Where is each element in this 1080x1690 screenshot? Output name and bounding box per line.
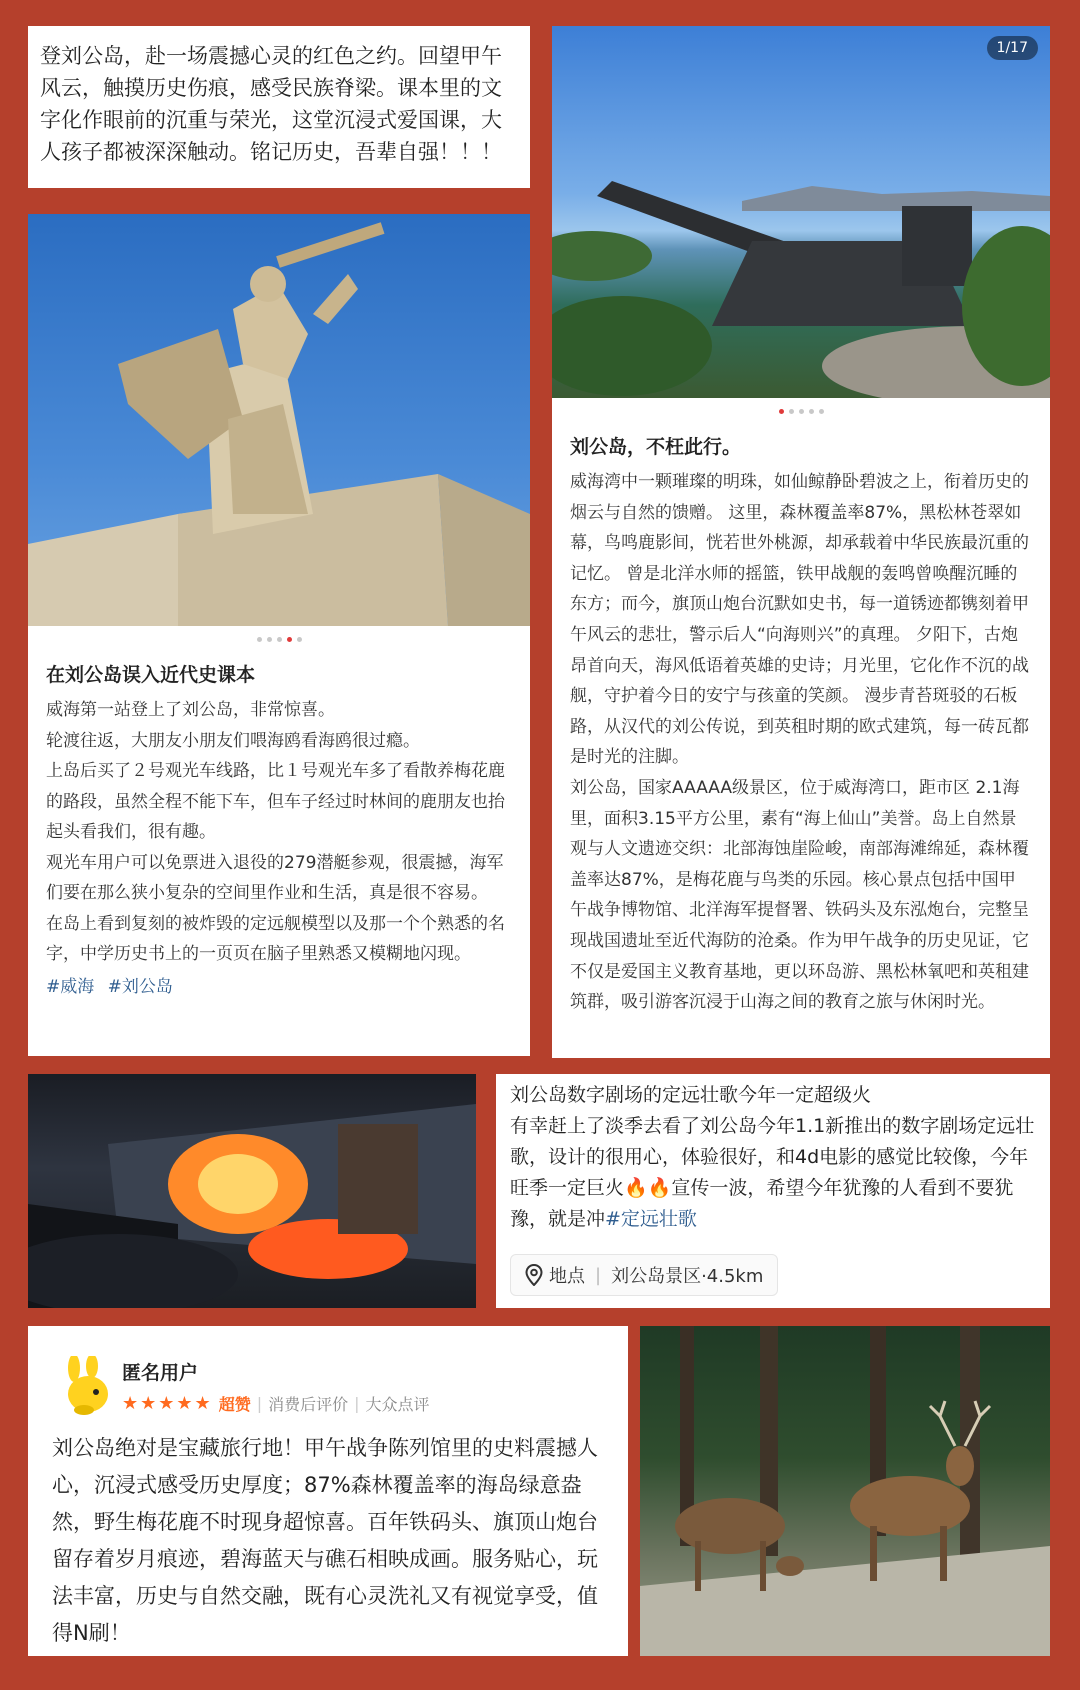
right-note-text bbox=[570, 467, 1032, 1018]
left-note-paragraph: 轮渡往返，大朋友小朋友们喂海鸥看海鸥很过瘾。 bbox=[46, 730, 420, 751]
review-source: 大众点评 bbox=[365, 1395, 430, 1414]
location-pin-icon bbox=[525, 1264, 543, 1286]
right-note-title: 刘公岛，不枉此行。 bbox=[570, 436, 742, 458]
star-rating-icon: ★★★★★ bbox=[122, 1393, 213, 1414]
carousel-dot[interactable] bbox=[809, 409, 814, 414]
theater-note-title: 刘公岛数字剧场的定远壮歌今年一定超级火 bbox=[510, 1084, 872, 1106]
image-counter: 1/17 bbox=[987, 36, 1038, 60]
rating-label: 超赞 bbox=[218, 1395, 251, 1414]
left-note-paragraph: 观光车用户可以免票进入退役的279潜艇参观，很震撼，海军们要在那么狭小复杂的空间里作业和生活，真是很不容易。 bbox=[46, 852, 504, 903]
left-note-paragraph: 威海第一站登上了刘公岛，非常惊喜。 bbox=[46, 700, 335, 720]
meta-divider: | bbox=[354, 1394, 360, 1413]
cannon-illustration bbox=[552, 26, 1050, 398]
theater-note-body-text: 有幸赶上了淡季去看了刘公岛今年1.1新推出的数字剧场定远壮歌，设计的很用心，体验很好，和4d电影的感觉比较像，今年旺季一定巨火🔥🔥宣传一波，希望今年犹豫的人看到不要犹豫，就是冲 bbox=[510, 1115, 1035, 1230]
location-label: 地点 bbox=[549, 1266, 585, 1287]
theater-illustration bbox=[28, 1074, 476, 1308]
meta-divider: | bbox=[256, 1394, 263, 1413]
location-chip[interactable] bbox=[510, 1254, 778, 1296]
left-note-tags bbox=[46, 972, 512, 1002]
intro-text: 登刘公岛，赴一场震撼心灵的红色之约。回望甲午风云，触摸历史伤痕，感受民族脊梁。课本里的文字化作眼前的沉重与荣光，这堂沉浸式爱国课，大人孩子都被深深触动。铭记历史，吾辈自强！！！ bbox=[40, 44, 502, 164]
left-note-text bbox=[46, 695, 512, 970]
statue-illustration bbox=[28, 214, 530, 626]
avatar bbox=[58, 1356, 114, 1416]
location-value: 刘公岛景区·4.5km bbox=[611, 1266, 764, 1287]
deer-photo[interactable] bbox=[640, 1326, 1050, 1656]
hashtag-link[interactable]: #刘公岛 bbox=[107, 976, 173, 997]
right-carousel-dots[interactable] bbox=[570, 406, 1032, 416]
theater-note-body bbox=[510, 1111, 1036, 1235]
carousel-dot[interactable] bbox=[267, 637, 272, 642]
carousel-dot[interactable] bbox=[819, 409, 824, 414]
left-note-paragraph: 上岛后买了２号观光车线路，比１号观光车多了看散养梅花鹿的路段，虽然全程不能下车，但车子经过时林间的鹿朋友也抬起头看我们，很有趣。 bbox=[46, 761, 505, 842]
hashtag-link[interactable]: #定远壮歌 bbox=[605, 1208, 697, 1230]
right-note-paragraph: 刘公岛，国家AAAAA级景区，位于威海湾口，距市区 2.1海里，面积3.15平方公里，素有“海上仙山”美誉。岛上自然景观与人文遗迹交织：北部海蚀崖险峻，南部海滩绵延，森林覆盖率达87%，是梅花鹿与鸟类的乐园。核心景点包括中国甲午战争博物馆、北洋海军提督署、铁码头及东泓炮台，完整呈现战国遗址至近代海防的沧桑。作为甲午战争的历史见证，它不仅是爱国主义教育基地，更以环岛游、黑松林氧吧和英租建筑群，吸引游客沉浸于山海之间的教育之旅与休闲时光。 bbox=[570, 777, 1029, 1013]
left-note-title: 在刘公岛误入近代史课本 bbox=[46, 664, 256, 686]
carousel-dot[interactable] bbox=[297, 637, 302, 642]
review-text: 刘公岛绝对是宝藏旅行地！甲午战争陈列馆里的史料震撼人心，沉浸式感受历史厚度；87%森林覆盖率的海岛绿意盎然，野生梅花鹿不时现身超惊喜。百年铁码头、旗顶山炮台留存着岁月痕迹，碧海蓝天与礁石相映成画。服务贴心，玩法丰富，历史与自然交融，既有心灵洗礼又有视觉享受，值得N刷！ bbox=[52, 1436, 598, 1645]
rating-row bbox=[122, 1392, 430, 1415]
review-meta: 消费后评价 bbox=[268, 1395, 349, 1414]
intro-card bbox=[28, 26, 530, 188]
review-card bbox=[28, 1326, 628, 1656]
location-divider: | bbox=[595, 1264, 602, 1286]
right-note-paragraph: 威海湾中一颗璀璨的明珠，如仙鲸静卧碧波之上，衔着历史的烟云与自然的馈赠。 这里，森林覆盖率87%，黑松林苍翠如幕，鸟鸣鹿影间，恍若世外桃源，却承载着中华民族最沉重的记忆。 曾是北洋水师的摇篮，铁甲战舰的轰鸣曾唤醒沉睡的东方；而今，旗顶山炮台沉默如史书，每一道锈迹都镌刻着甲午风云的悲壮，警示后人“向海则兴”的真理。 夕阳下，古炮昂首向天，海风低语着英雄的史诗；月光里，它化作不沉的战舰，守护着今日的安宁与孩童的笑颜。 漫步青苔斑驳的石板路，从汉代的刘公传说，到英租时期的欧式建筑，每一砖瓦都是时光的注脚。 bbox=[570, 472, 1029, 768]
deer-illustration bbox=[640, 1326, 1050, 1656]
left-note-paragraph: 在岛上看到复刻的被炸毁的定远舰模型以及那一个个熟悉的名字，中学历史书上的一页页在脑子里熟悉又模糊地闪现。 bbox=[46, 913, 505, 964]
carousel-dot[interactable] bbox=[257, 637, 262, 642]
hashtag-link[interactable]: #威海 bbox=[46, 976, 95, 997]
statue-photo[interactable] bbox=[28, 214, 530, 626]
carousel-dot[interactable] bbox=[789, 409, 794, 414]
theater-photo[interactable] bbox=[28, 1074, 476, 1308]
carousel-dot[interactable] bbox=[799, 409, 804, 414]
left-note-card bbox=[28, 626, 530, 1056]
carousel-dot[interactable] bbox=[277, 637, 282, 642]
reviewer-name[interactable]: 匿名用户 bbox=[122, 1362, 199, 1384]
carousel-dot-active[interactable] bbox=[287, 637, 292, 642]
carousel-dot-active[interactable] bbox=[779, 409, 784, 414]
left-carousel-dots[interactable] bbox=[46, 634, 512, 644]
cannon-photo[interactable] bbox=[552, 26, 1050, 398]
theater-note-card bbox=[496, 1074, 1050, 1308]
right-note-card bbox=[552, 398, 1050, 1058]
